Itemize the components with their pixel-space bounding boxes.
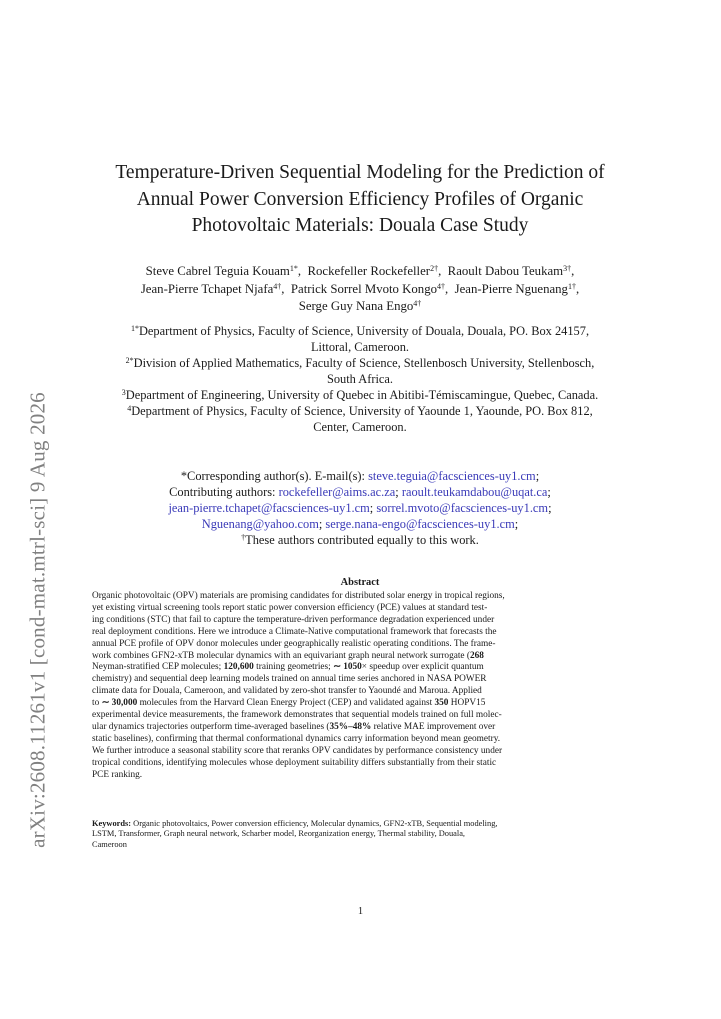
- title-line: Photovoltaic Materials: Douala Case Study: [191, 215, 529, 236]
- abstract-line: [92, 698, 632, 710]
- author-list: [70, 263, 650, 316]
- author-line: [70, 298, 650, 316]
- author-name: Steve Cabrel Teguia Kouam: [145, 264, 290, 278]
- author-affiliation-mark: 3†: [563, 264, 572, 273]
- abstract-line: [92, 710, 632, 722]
- author-name: Jean-Pierre Nguenang: [454, 281, 568, 296]
- contributing-authors-line: jean-pierre.tchapet@facsciences-uy1.cm; sorrel.mvoto@facsciences-uy1.cm;: [168, 501, 552, 515]
- email-link[interactable]: sorrel.mvoto@facsciences-uy1.cm: [376, 501, 549, 515]
- author-line: Jean-Pierre Tchapet Njafa$^{4\dagger}$, Patrick Sorrel Mvoto Kongo$^{4\dagger}$, Jean-Pierre Nguenang$^{1\dagger}$,: [140, 281, 580, 296]
- abstract-bold-value: ∼ 1050: [333, 662, 362, 673]
- abstract-text: tropical conditions, identifying molecules whose deployment suitability differs substantially from their static: [92, 757, 497, 768]
- abstract-text: ular dynamics trajectories outperform time-averaged baselines (: [92, 721, 330, 732]
- email-link[interactable]: serge.nana-engo@facsciences-uy1.cm: [325, 517, 515, 531]
- author-name: Rockefeller Rockefeller: [307, 264, 431, 278]
- author-affiliation-mark: 4†: [413, 299, 422, 308]
- email-link[interactable]: steve.teguia@facsciences-uy1.cm: [368, 469, 536, 483]
- author-affiliation-mark: 4†: [273, 281, 282, 291]
- paper-title: [80, 160, 640, 240]
- corresponding-label: *Corresponding author(s). E-mail(s):: [180, 469, 365, 483]
- abstract-text: static baselines), confirming that thermal conformational dynamics carry information beyond mean geometry.: [92, 733, 501, 744]
- affiliation-mark: 2*: [125, 356, 134, 365]
- abstract-line: [92, 758, 632, 770]
- affiliation-mark: 1*: [130, 324, 139, 333]
- contributing-authors-line: Contributing authors: rockefeller@aims.ac.za; raoult.teukamdabou@uqat.ca;: [169, 485, 551, 499]
- abstract-body: [92, 591, 632, 782]
- abstract-line: [92, 662, 632, 674]
- abstract-line: [92, 651, 632, 663]
- email-link[interactable]: raoult.teukamdabou@uqat.ca: [401, 485, 548, 499]
- author-affiliation-mark: 2†: [430, 264, 439, 273]
- affiliation-text: Division of Applied Mathematics, Faculty of Science, Stellenbosch University, Stellenbosch,: [133, 356, 595, 370]
- abstract-text: HOPV15: [448, 698, 486, 709]
- page-number: 1: [357, 906, 364, 917]
- abstract-text: yet existing virtual screening tools report static power conversion efficiency (PCE) values at standard test-: [92, 602, 488, 613]
- author-affiliation-mark: 1*: [289, 264, 298, 273]
- corresponding-author-line: *Corresponding author(s). E-mail(s): steve.teguia@facsciences-uy1.cm;: [180, 469, 540, 483]
- keywords-line: [92, 819, 632, 829]
- author-name: Patrick Sorrel Mvoto Kongo: [290, 281, 437, 296]
- author-affiliation-mark: 1†: [567, 281, 576, 291]
- keywords-line: Cameroon: [92, 839, 127, 849]
- abstract-text: Organic photovoltaic (OPV) materials are promising candidates for distributed solar energy in tropical regions,: [92, 591, 505, 601]
- affiliation-line: [70, 403, 650, 419]
- abstract-line: [92, 603, 632, 615]
- abstract-text: PCE ranking.: [92, 769, 143, 780]
- affiliation-mark: 3: [121, 388, 126, 397]
- abstract-text: × speedup over explicit quantum: [361, 662, 484, 673]
- contributing-label: Contributing authors:: [169, 485, 276, 499]
- abstract-line: [92, 686, 632, 698]
- title-line: Temperature-Driven Sequential Modeling for the Prediction of: [115, 162, 605, 183]
- author-name: Raoult Dabou Teukam: [447, 264, 564, 278]
- affiliation-mark: 4: [127, 404, 132, 413]
- abstract-text: training geometries;: [253, 662, 334, 673]
- correspondence-block: [70, 468, 650, 548]
- affiliation-list: [70, 323, 650, 435]
- email-link[interactable]: Nguenang@yahoo.com: [201, 517, 319, 531]
- abstract-line: [92, 627, 632, 639]
- abstract-text: chemistry) and sequential deep learning models trained on annual time series anchored in NASA POWER: [92, 674, 487, 685]
- abstract-line: [92, 674, 632, 686]
- affiliation-line: [70, 355, 650, 371]
- affiliation-text: Department of Engineering, University of Quebec in Abitibi-Témiscamingue, Quebec, Canada.: [125, 388, 599, 402]
- affiliation-line: [70, 323, 650, 339]
- title-line: Annual Power Conversion Efficiency Profiles of Organic: [136, 188, 584, 210]
- abstract-text: experimental device measurements, the framework demonstrates that sequential models trained on full molec-: [92, 710, 502, 721]
- keywords-line: LSTM, Transformer, Graph neural network, Scharber model, Reorganization energy, Thermal stability, Douala,: [92, 829, 466, 839]
- arxiv-identifier-stamp: arXiv:2608.11261v1 [cond-mat.mtrl-sci] 9 Aug 2026: [25, 392, 50, 848]
- equal-contribution-text: These authors contributed equally to this work.: [245, 533, 479, 547]
- abstract-bold-value: 120,600: [223, 662, 254, 673]
- abstract-text: climate data for Douala, Cameroon, and validated by zero-shot transfer to Yaoundé and Maroua. Applied: [92, 686, 482, 697]
- abstract-heading: Abstract: [340, 577, 380, 588]
- equal-contribution-note: [70, 532, 650, 548]
- abstract-text: relative MAE improvement over: [371, 721, 496, 732]
- abstract-text: to: [92, 698, 102, 709]
- abstract-text: real deployment conditions. Here we introduce a Climate-Native computational framework that forecasts the: [92, 626, 497, 637]
- keywords-block: [92, 819, 632, 850]
- abstract-text: work combines GFN2-xTB molecular dynamics with an equivariant graph neural network surrogate (: [92, 650, 470, 661]
- author-name: Jean-Pierre Tchapet Njafa: [140, 281, 274, 296]
- keywords-label: Keywords:: [92, 819, 132, 828]
- abstract-text: ing conditions (STC) that fail to capture the temperature-driven performance degradation experienced under: [92, 614, 495, 625]
- abstract-text: We further introduce a seasonal stability score that reranks OPV candidates by performance consistency under: [92, 745, 503, 756]
- affiliation-line: Center, Cameroon.: [313, 420, 407, 434]
- abstract-bold-value: 268: [469, 650, 484, 661]
- abstract-bold-value: 350: [434, 698, 449, 709]
- affiliation-line: [70, 387, 650, 403]
- affiliation-text: Department of Physics, Faculty of Science, University of Yaounde 1, Yaounde, PO. Box 812,: [131, 404, 593, 418]
- keywords-text: Organic photovoltaics, Power conversion efficiency, Molecular dynamics, GFN2-xTB, Sequential modeling,: [133, 819, 498, 828]
- abstract-line: [92, 746, 632, 758]
- abstract-line: [92, 639, 632, 651]
- email-link[interactable]: rockefeller@aims.ac.za: [278, 485, 396, 499]
- author-name: Serge Guy Nana Engo: [298, 299, 414, 313]
- affiliation-line: South Africa.: [326, 372, 394, 386]
- email-link[interactable]: jean-pierre.tchapet@facsciences-uy1.cm: [168, 501, 370, 515]
- contributing-authors-line: Nguenang@yahoo.com; serge.nana-engo@facsciences-uy1.cm;: [201, 517, 519, 531]
- abstract-line: [92, 615, 632, 627]
- abstract-line: [92, 770, 632, 782]
- abstract-text: Neyman-stratified CEP molecules;: [92, 662, 224, 673]
- abstract-line: [92, 722, 632, 734]
- abstract-bold-value: 35%–48%: [329, 721, 372, 732]
- abstract-text: annual PCE profile of OPV donor molecules under geographically realistic operating conditions. The frame-: [92, 638, 496, 649]
- affiliation-text: Department of Physics, Faculty of Science, University of Douala, Douala, PO. Box 24157,: [138, 324, 590, 338]
- abstract-text: molecules from the Harvard Clean Energy Project (CEP) and validated against: [137, 698, 435, 709]
- author-line: Steve Cabrel Teguia Kouam$^{1*}$, Rockefeller Rockefeller$^{2\dagger}$, Raoult Dabou Teukam$^{3\dagger}$,: [145, 264, 575, 278]
- dagger-mark: †: [241, 533, 246, 542]
- author-affiliation-mark: 4†: [437, 281, 445, 291]
- affiliation-line: Littoral, Cameroon.: [310, 340, 410, 354]
- abstract-line: [92, 591, 632, 603]
- abstract-line: [92, 734, 632, 746]
- abstract-bold-value: ∼ 30,000: [101, 698, 138, 709]
